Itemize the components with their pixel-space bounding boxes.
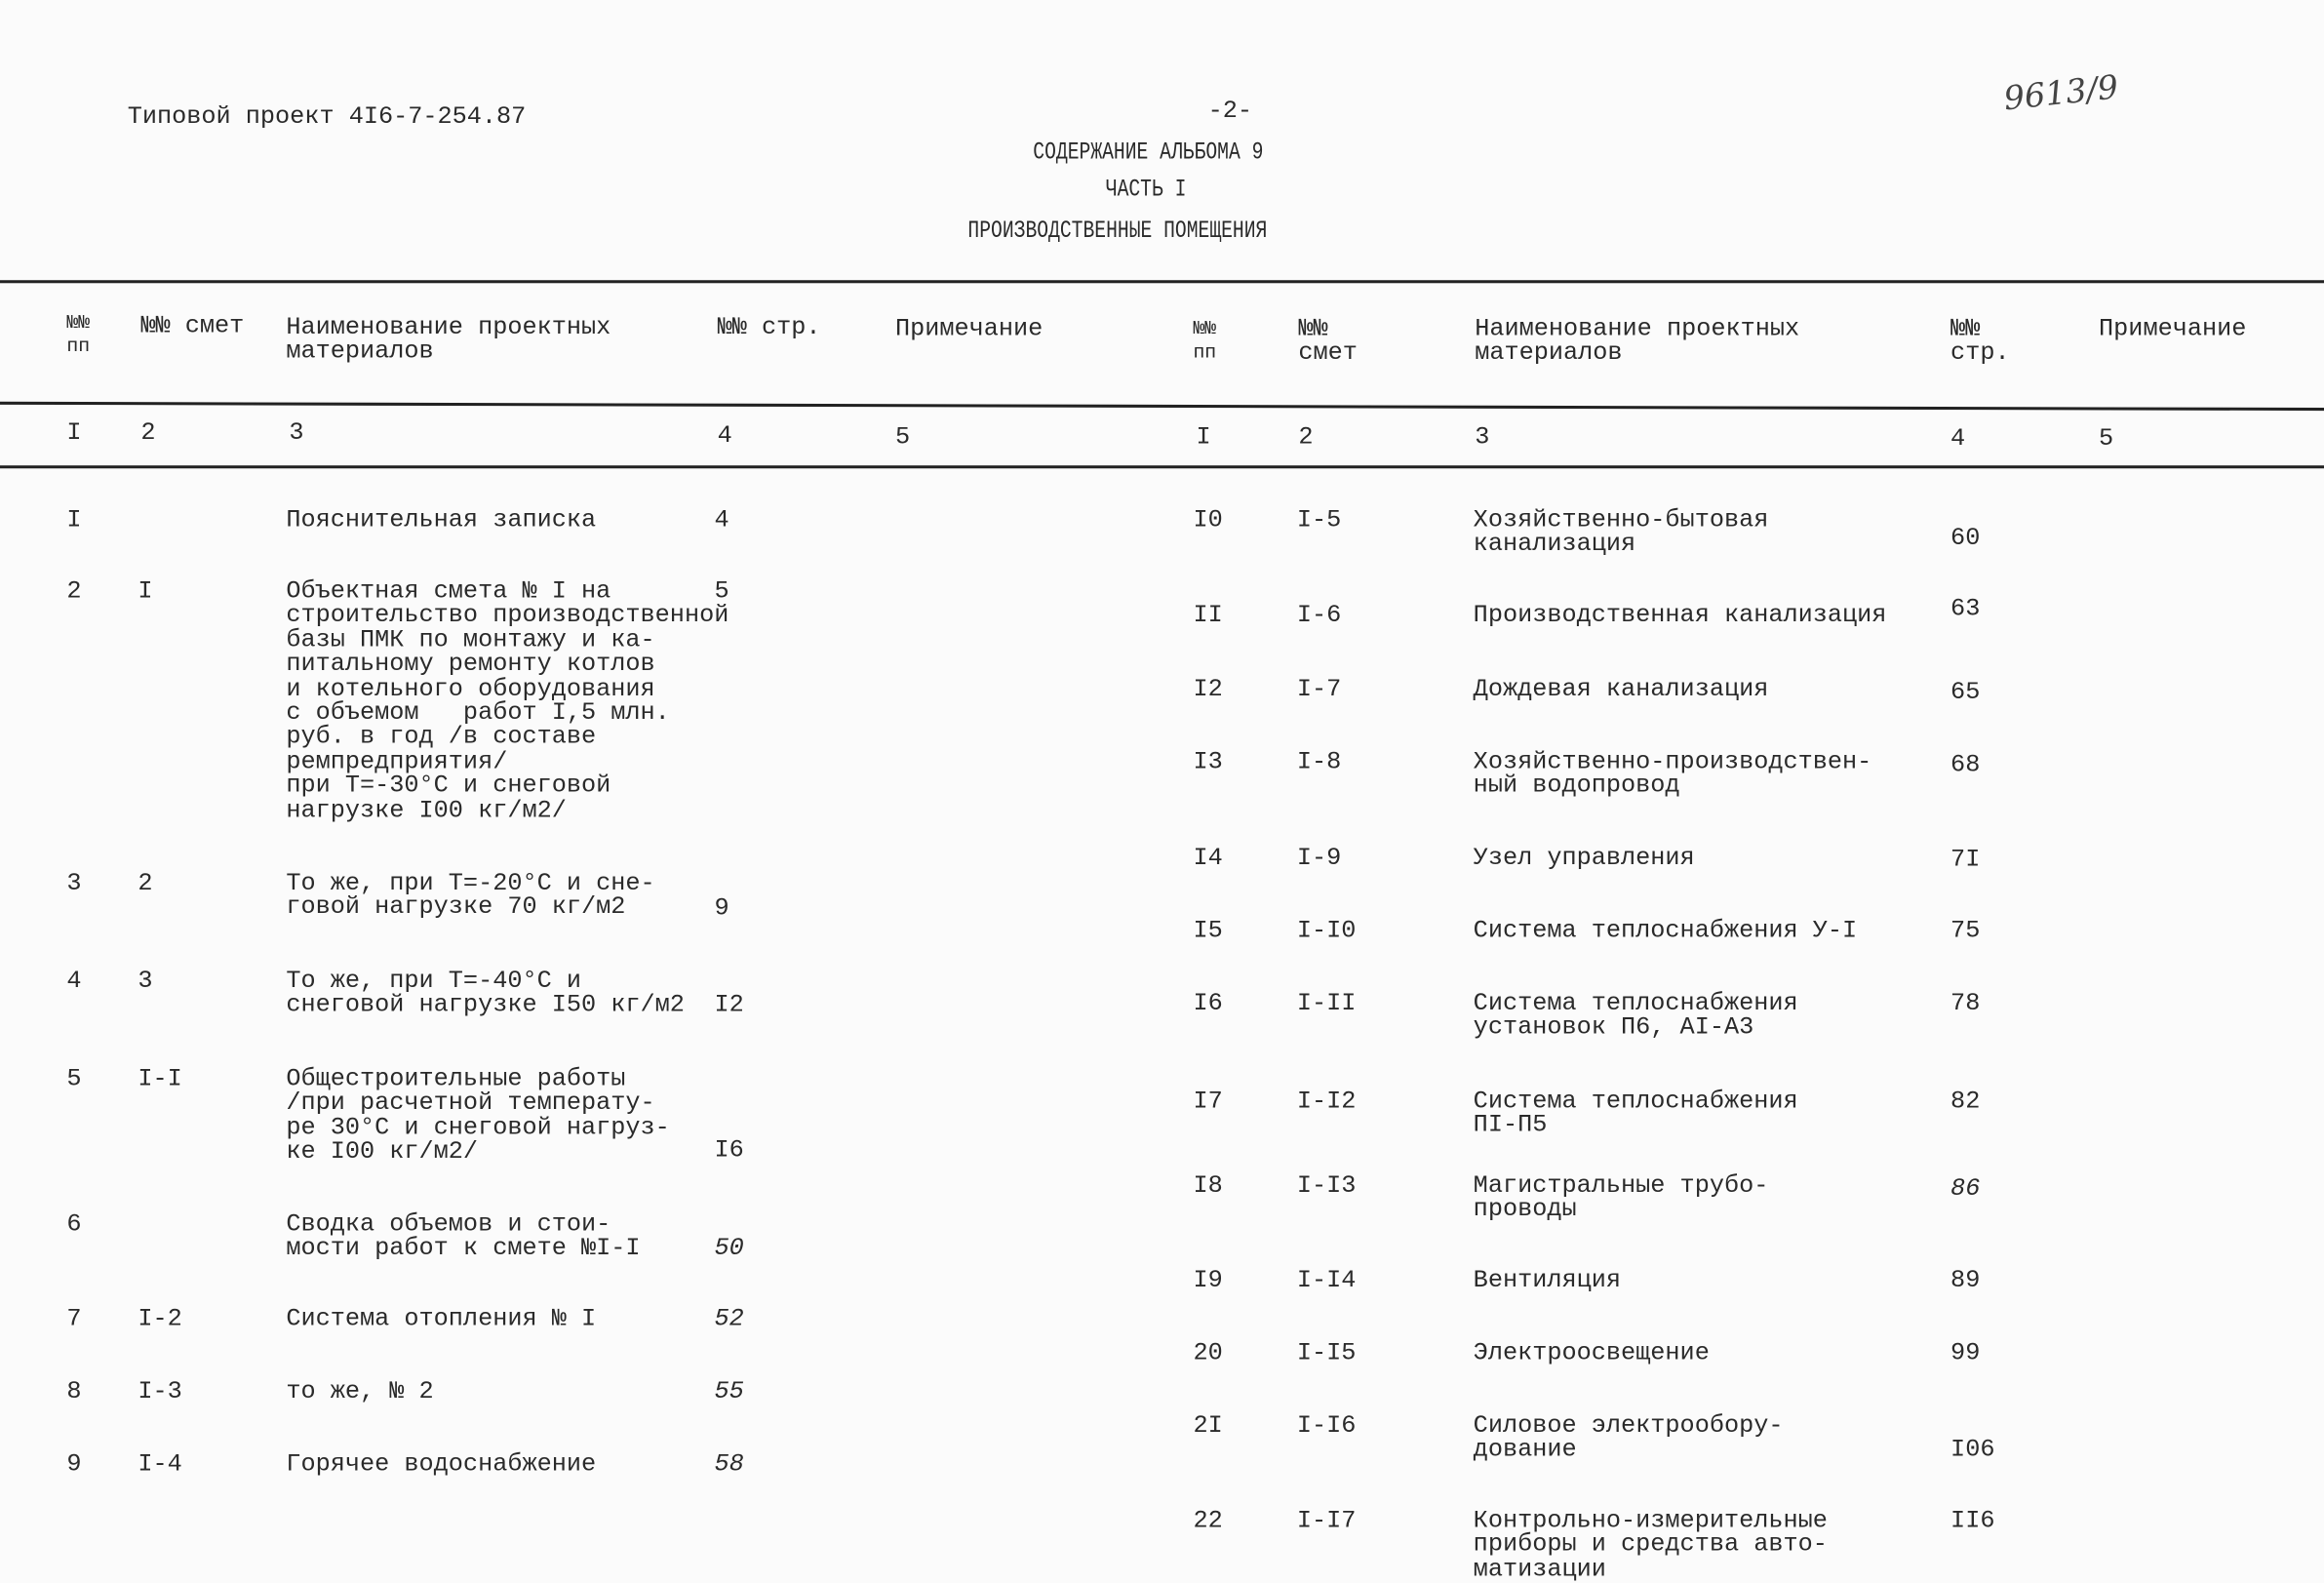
row-number: I3 (1193, 746, 1223, 775)
row-number: 4 (66, 966, 82, 995)
col-header-note-right: Примечание (2099, 314, 2247, 343)
row-number: 2I (1193, 1410, 1223, 1440)
estimate-number: I-4 (138, 1449, 182, 1479)
col-header-nn-right: №№ пп (1193, 317, 1217, 364)
col-number: 5 (2099, 423, 2114, 453)
page-ref: 4 (714, 505, 729, 534)
col-number: 2 (140, 417, 156, 447)
estimate-number: I-6 (1296, 600, 1342, 629)
material-name: Электроосвещение (1473, 1338, 1710, 1367)
col-header-name: Наименование проектных материалов (286, 312, 611, 365)
page-ref: 75 (1950, 916, 1981, 945)
material-name: Дождевая канализация (1473, 674, 1769, 703)
row-number: I6 (1193, 988, 1223, 1017)
material-name: Сводка объемов и стои- мости работ к смете №I-I (286, 1209, 641, 1262)
estimate-number: I-I (138, 1064, 182, 1093)
col-number: I (66, 417, 82, 447)
page-ref: 82 (1950, 1087, 1981, 1115)
row-number: 9 (66, 1449, 82, 1479)
estimate-number: I-9 (1296, 843, 1342, 872)
album-code-handwritten: 9613/9 (2001, 69, 2120, 119)
page-ref: 50 (714, 1233, 744, 1262)
col-header-note: Примечание (894, 314, 1044, 343)
material-name: Система теплоснабжения У-I (1473, 916, 1858, 945)
col-header-smeta-right: №№ смет (1298, 314, 1358, 367)
page-ref: II6 (1950, 1506, 1995, 1534)
estimate-number: I-I7 (1296, 1506, 1357, 1534)
document-title: СОДЕРЖАНИЕ АЛЬБОМА 9 (1033, 138, 1264, 167)
estimate-number: 3 (138, 966, 153, 995)
row-number: 22 (1193, 1506, 1223, 1534)
col-number: I (1196, 422, 1211, 452)
page-ref: I6 (714, 1135, 744, 1165)
row-number: I8 (1193, 1170, 1223, 1200)
page-ref: 68 (1950, 750, 1981, 778)
material-name: Система теплоснабжения установок П6, АI-А3 (1473, 988, 1798, 1042)
material-name: То же, при Т=-40°С и снеговой нагрузке I50 кг/м2 (286, 966, 685, 1019)
material-name: Вентиляция (1473, 1265, 1622, 1294)
material-name: Пояснительная записка (286, 505, 597, 534)
material-name: Хозяйственно-производствен- ный водопровод (1473, 746, 1872, 800)
estimate-number: I-I4 (1296, 1265, 1357, 1294)
page-ref: 55 (714, 1376, 744, 1405)
row-number: 6 (66, 1209, 82, 1239)
material-name: то же, № 2 (286, 1376, 434, 1405)
project-code: Типовой проект 4I6-7-254.87 (127, 101, 527, 131)
material-name: Объектная смета № I на строительство производственной базы ПМК по монтажу и ка- питальному ремонту котлов и котельного оборудования с объемом работ I,5 млн. руб. в год /в составе ремпредприятия/ при Т=-30°С и снеговой нагрузке I00 кг/м2/ (286, 576, 729, 824)
row-number: 3 (66, 868, 82, 897)
material-name: То же, при Т=-20°С и сне- говой нагрузке 70 кг/м2 (286, 868, 655, 922)
col-header-nn: №№ пп (66, 311, 91, 358)
header-rule (0, 402, 2324, 411)
page-ref: 58 (714, 1449, 744, 1479)
part-title: ЧАСТЬ I (1105, 175, 1187, 204)
estimate-number: I-5 (1296, 505, 1342, 534)
estimate-number: I (138, 576, 153, 606)
estimate-number: I-I5 (1296, 1338, 1357, 1367)
row-number: I7 (1193, 1087, 1223, 1115)
page-ref: 9 (714, 893, 729, 923)
row-number: I4 (1193, 843, 1223, 872)
table-top-rule (0, 280, 2324, 283)
page-ref: 89 (1950, 1265, 1981, 1294)
page-ref: 86 (1950, 1173, 1981, 1203)
col-number: 2 (1298, 422, 1314, 452)
row-number: I2 (1193, 674, 1223, 703)
material-name: Общестроительные работы /при расчетной температу- ре 30°С и снеговой нагруз- ке I00 кг/м2/ (286, 1064, 670, 1166)
row-number: 5 (66, 1064, 82, 1093)
col-number: 4 (717, 420, 732, 450)
material-name: Силовое электрообору- дование (1473, 1410, 1784, 1464)
estimate-number: I-II (1296, 988, 1357, 1017)
col-header-smeta: №№ смет (140, 311, 245, 340)
material-name: Хозяйственно-бытовая канализация (1473, 505, 1769, 559)
estimate-number: I-8 (1296, 746, 1342, 775)
col-number: 3 (289, 417, 304, 447)
estimate-number: I-I2 (1296, 1087, 1357, 1115)
row-number: I9 (1193, 1265, 1223, 1294)
col-number: 4 (1950, 423, 1966, 453)
page-ref: I06 (1950, 1435, 1995, 1464)
page-ref: I2 (714, 990, 744, 1019)
material-name: Горячее водоснабжение (286, 1449, 597, 1479)
page-ref: 63 (1950, 594, 1981, 623)
page-ref: 99 (1950, 1338, 1981, 1367)
section-title: ПРОИЗВОДСТВЕННЫЕ ПОМЕЩЕНИЯ (967, 216, 1268, 245)
page-ref: 7I (1950, 845, 1981, 874)
page-number: -2- (1207, 96, 1253, 125)
page-ref: 65 (1950, 677, 1981, 706)
row-number: II (1193, 600, 1223, 629)
estimate-number: I-2 (138, 1304, 182, 1333)
estimate-number: I-3 (138, 1376, 182, 1405)
page-ref: 78 (1950, 988, 1981, 1017)
col-header-page-right: №№ стр. (1950, 314, 2010, 367)
material-name: Магистральные трубо- проводы (1473, 1170, 1769, 1224)
row-number: I (66, 505, 82, 534)
row-number: 2 (66, 576, 82, 606)
estimate-number: I-I0 (1296, 916, 1357, 945)
numbers-rule (0, 465, 2324, 468)
col-number: 3 (1475, 422, 1490, 452)
estimate-number: 2 (138, 868, 153, 897)
row-number: 20 (1193, 1338, 1223, 1367)
estimate-number: I-I3 (1296, 1170, 1357, 1200)
material-name: Система теплоснабжения ПI-П5 (1473, 1087, 1798, 1139)
page-ref: 60 (1950, 523, 1981, 552)
col-number: 5 (894, 422, 911, 452)
material-name: Система отопления № I (286, 1304, 597, 1333)
row-number: 7 (66, 1304, 82, 1333)
material-name: Контрольно-измерительные приборы и средства авто- матизации (1473, 1506, 1828, 1583)
page-ref: 5 (714, 576, 729, 606)
estimate-number: I-7 (1296, 674, 1342, 703)
row-number: I5 (1193, 916, 1223, 945)
material-name: Производственная канализация (1473, 600, 1887, 629)
row-number: 8 (66, 1376, 82, 1405)
page-ref: 52 (714, 1304, 744, 1333)
material-name: Узел управления (1473, 843, 1695, 872)
col-header-page: №№ стр. (717, 312, 821, 341)
estimate-number: I-I6 (1296, 1410, 1357, 1440)
col-header-name-right: Наименование проектных материалов (1475, 314, 1800, 367)
row-number: I0 (1193, 505, 1223, 534)
